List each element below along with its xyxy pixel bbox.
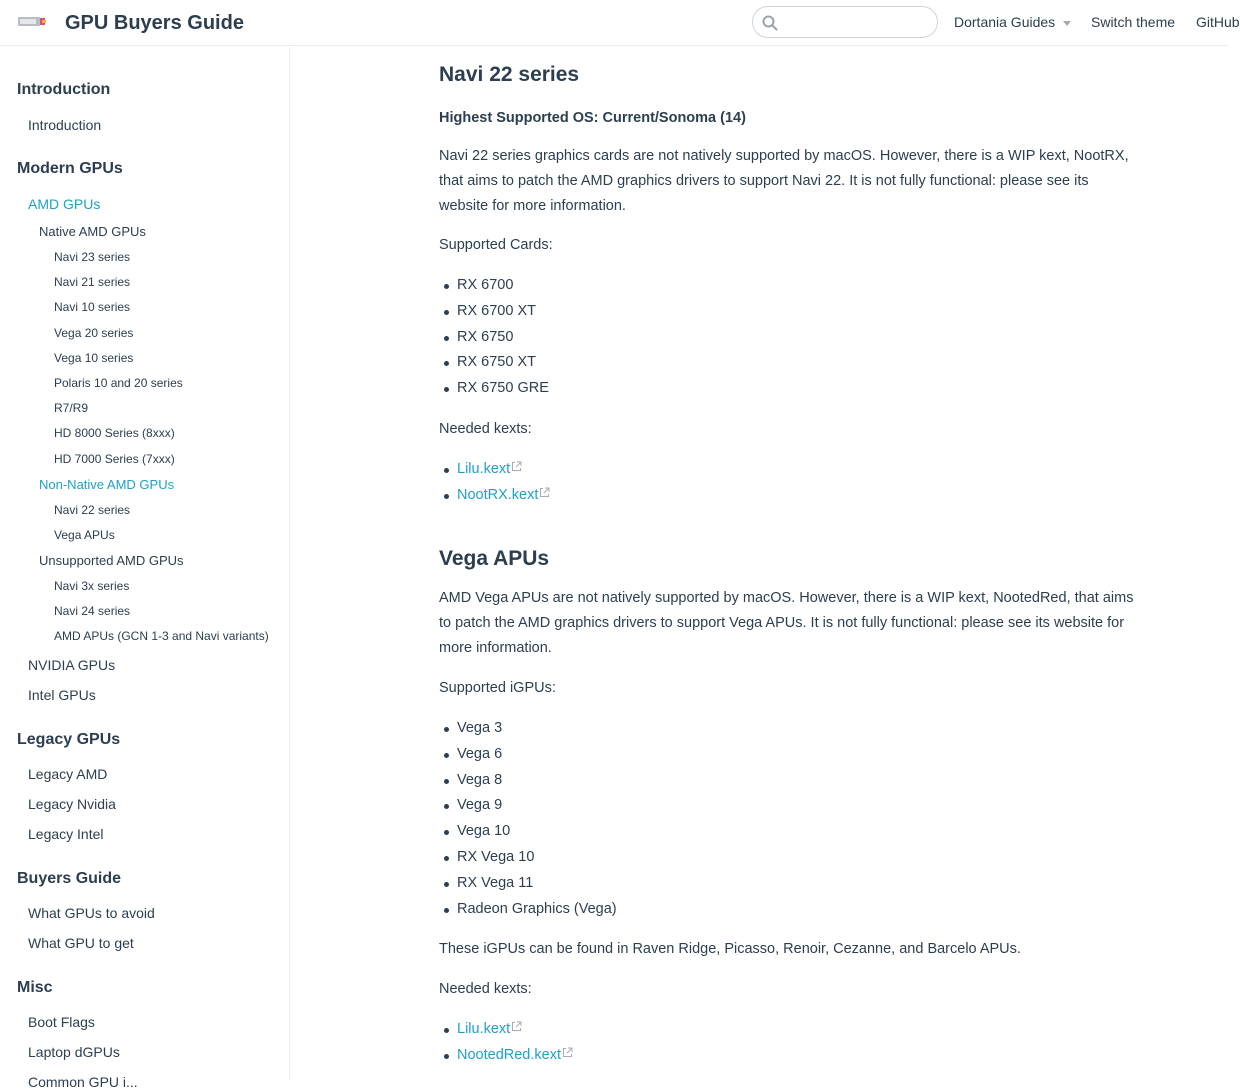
sidebar-item-legacy-intel[interactable]: Legacy Intel bbox=[28, 826, 104, 842]
sidebar-item-legacy-amd[interactable]: Legacy AMD bbox=[28, 766, 108, 782]
sidebar-item-gpu-to-get[interactable]: What GPU to get bbox=[28, 935, 134, 951]
igpu-item: Vega 10 bbox=[457, 823, 511, 839]
sidebar-item-navi-24[interactable]: Navi 24 series bbox=[54, 604, 131, 618]
sidebar-group-legacy-gpus[interactable]: Legacy GPUs bbox=[17, 731, 121, 748]
sidebar-item-common-gpu-issues[interactable]: Common GPU i... bbox=[28, 1074, 138, 1090]
sidebar-item-vega-10[interactable]: Vega 10 series bbox=[54, 351, 134, 365]
lilu-kext-link[interactable] bbox=[457, 1021, 522, 1037]
sidebar-item-navi-10[interactable]: Navi 10 series bbox=[54, 300, 131, 314]
bullet bbox=[444, 830, 449, 835]
bullet bbox=[444, 468, 449, 473]
external-link-icon bbox=[511, 461, 522, 472]
sidebar-item-amd-gpus[interactable]: AMD GPUs bbox=[28, 196, 101, 212]
bullet bbox=[444, 804, 449, 809]
bullet bbox=[444, 779, 449, 784]
needed-kexts-label: Needed kexts: bbox=[439, 981, 532, 997]
bullet bbox=[444, 387, 449, 392]
igpu-item: RX Vega 10 bbox=[457, 849, 535, 865]
igpu-item: RX Vega 11 bbox=[457, 875, 534, 891]
igpu-item: Vega 9 bbox=[457, 797, 503, 813]
igpu-item: Vega 3 bbox=[457, 720, 503, 736]
bullet bbox=[444, 1054, 449, 1059]
igpu-item: Vega 6 bbox=[457, 746, 503, 762]
bullet bbox=[444, 1028, 449, 1033]
nootrx-kext-link[interactable] bbox=[457, 487, 550, 503]
nootedred-kext-label: NootedRed.kext bbox=[457, 1047, 561, 1063]
sidebar-item-legacy-nvidia[interactable]: Legacy Nvidia bbox=[28, 796, 116, 812]
sidebar-item-boot-flags[interactable]: Boot Flags bbox=[28, 1014, 95, 1030]
bullet bbox=[444, 753, 449, 758]
external-link-icon bbox=[562, 1047, 573, 1058]
search-icon bbox=[761, 14, 779, 32]
sidebar-item-vega-20[interactable]: Vega 20 series bbox=[54, 326, 134, 340]
supported-cards-label: Supported Cards: bbox=[439, 237, 553, 253]
sidebar-group-introduction[interactable]: Introduction bbox=[17, 81, 111, 98]
supported-igpus-label: Supported iGPUs: bbox=[439, 680, 556, 696]
sidebar-item-r7-r9[interactable]: R7/R9 bbox=[54, 401, 89, 415]
sidebar-item-navi-22[interactable]: Navi 22 series bbox=[54, 503, 131, 517]
card-item: RX 6750 bbox=[457, 329, 514, 345]
bullet bbox=[444, 361, 449, 366]
sidebar-item-navi-23[interactable]: Navi 23 series bbox=[54, 250, 131, 264]
lilu-kext-label: Lilu.kext bbox=[457, 461, 511, 477]
nootrx-kext-label: NootRX.kext bbox=[457, 487, 539, 503]
chevron-down-icon bbox=[1063, 21, 1071, 26]
nav-dortania-guides-dropdown[interactable] bbox=[954, 13, 1071, 31]
sidebar-group-modern-gpus[interactable]: Modern GPUs bbox=[17, 160, 123, 177]
found-in-paragraph: These iGPUs can be found in Raven Ridge, Picasso, Renoir, Cezanne, and Barcelo APUs. bbox=[439, 941, 1021, 957]
card-item: RX 6700 XT bbox=[457, 303, 536, 319]
sidebar-item-introduction[interactable]: Introduction bbox=[28, 117, 102, 133]
navbar bbox=[0, 0, 1240, 46]
bullet bbox=[444, 310, 449, 315]
sidebar-item-non-native-amd-gpus[interactable]: Non-Native AMD GPUs bbox=[39, 477, 175, 492]
nav-dortania-guides-label: Dortania Guides bbox=[954, 14, 1056, 30]
sidebar-item-polaris[interactable]: Polaris 10 and 20 series bbox=[54, 376, 183, 390]
navi22-intro-paragraph: Navi 22 series graphics cards are not natively supported by macOS. However, there is a WIP kext, NootRX, that aims to patch the AMD graphics drivers to support Navi 22. It is not fully functional: please see its website for more information. bbox=[439, 148, 1129, 214]
site-logo-icon[interactable] bbox=[18, 14, 48, 30]
switch-theme-button[interactable]: Switch theme bbox=[1091, 14, 1176, 30]
bullet bbox=[444, 727, 449, 732]
sidebar-item-intel-gpus[interactable]: Intel GPUs bbox=[28, 687, 96, 703]
search-box[interactable] bbox=[752, 6, 938, 38]
igpu-item: Radeon Graphics (Vega) bbox=[457, 901, 617, 917]
card-item: RX 6750 XT bbox=[457, 354, 536, 370]
sidebar-item-unsupported-amd-gpus[interactable]: Unsupported AMD GPUs bbox=[39, 553, 184, 568]
vega-intro-paragraph: AMD Vega APUs are not natively supported by macOS. However, there is a WIP kext, NootedRed, that aims to patch the AMD graphics drivers to support Vega APUs. It is not fully functional: please see its website for more information. bbox=[439, 590, 1134, 656]
search-input[interactable] bbox=[783, 12, 935, 34]
bullet bbox=[444, 908, 449, 913]
highest-supported-os: Highest Supported OS: Current/Sonoma (14) bbox=[439, 110, 746, 126]
bullet bbox=[444, 284, 449, 289]
external-link-icon bbox=[511, 1021, 522, 1032]
lilu-kext-label: Lilu.kext bbox=[457, 1021, 511, 1037]
sidebar-item-gpus-to-avoid[interactable]: What GPUs to avoid bbox=[28, 905, 155, 921]
site-title[interactable]: GPU Buyers Guide bbox=[65, 12, 244, 34]
sidebar-item-navi-3x[interactable]: Navi 3x series bbox=[54, 579, 130, 593]
card-item: RX 6750 GRE bbox=[457, 380, 549, 396]
sidebar-item-hd-8000[interactable]: HD 8000 Series (8xxx) bbox=[54, 426, 175, 440]
external-link-icon bbox=[539, 487, 550, 498]
sidebar-item-laptop-dgpus[interactable]: Laptop dGPUs bbox=[28, 1044, 120, 1060]
sidebar-item-amd-apus[interactable]: AMD APUs (GCN 1-3 and Navi variants) bbox=[54, 629, 269, 643]
sidebar-item-nvidia-gpus[interactable]: NVIDIA GPUs bbox=[28, 657, 116, 673]
sidebar-group-buyers-guide[interactable]: Buyers Guide bbox=[17, 870, 122, 887]
bullet bbox=[444, 494, 449, 499]
card-item: RX 6700 bbox=[457, 277, 514, 293]
sidebar-item-vega-apus[interactable]: Vega APUs bbox=[54, 528, 115, 542]
bullet bbox=[444, 336, 449, 341]
sidebar-item-native-amd-gpus[interactable]: Native AMD GPUs bbox=[39, 224, 146, 239]
nootedred-kext-link[interactable] bbox=[457, 1047, 573, 1063]
nav-github-link[interactable]: GitHub bbox=[1196, 14, 1240, 30]
sidebar-group-misc[interactable]: Misc bbox=[17, 979, 53, 996]
heading-vega-apus: Vega APUs bbox=[439, 547, 550, 570]
sidebar-item-navi-21[interactable]: Navi 21 series bbox=[54, 275, 131, 289]
sidebar bbox=[0, 47, 290, 1090]
heading-navi-22: Navi 22 series bbox=[439, 63, 580, 86]
igpu-item: Vega 8 bbox=[457, 772, 503, 788]
bullet bbox=[444, 856, 449, 861]
needed-kexts-label: Needed kexts: bbox=[439, 421, 532, 437]
lilu-kext-link[interactable] bbox=[457, 461, 522, 477]
sidebar-item-hd-7000[interactable]: HD 7000 Series (7xxx) bbox=[54, 452, 175, 466]
bullet bbox=[444, 882, 449, 887]
